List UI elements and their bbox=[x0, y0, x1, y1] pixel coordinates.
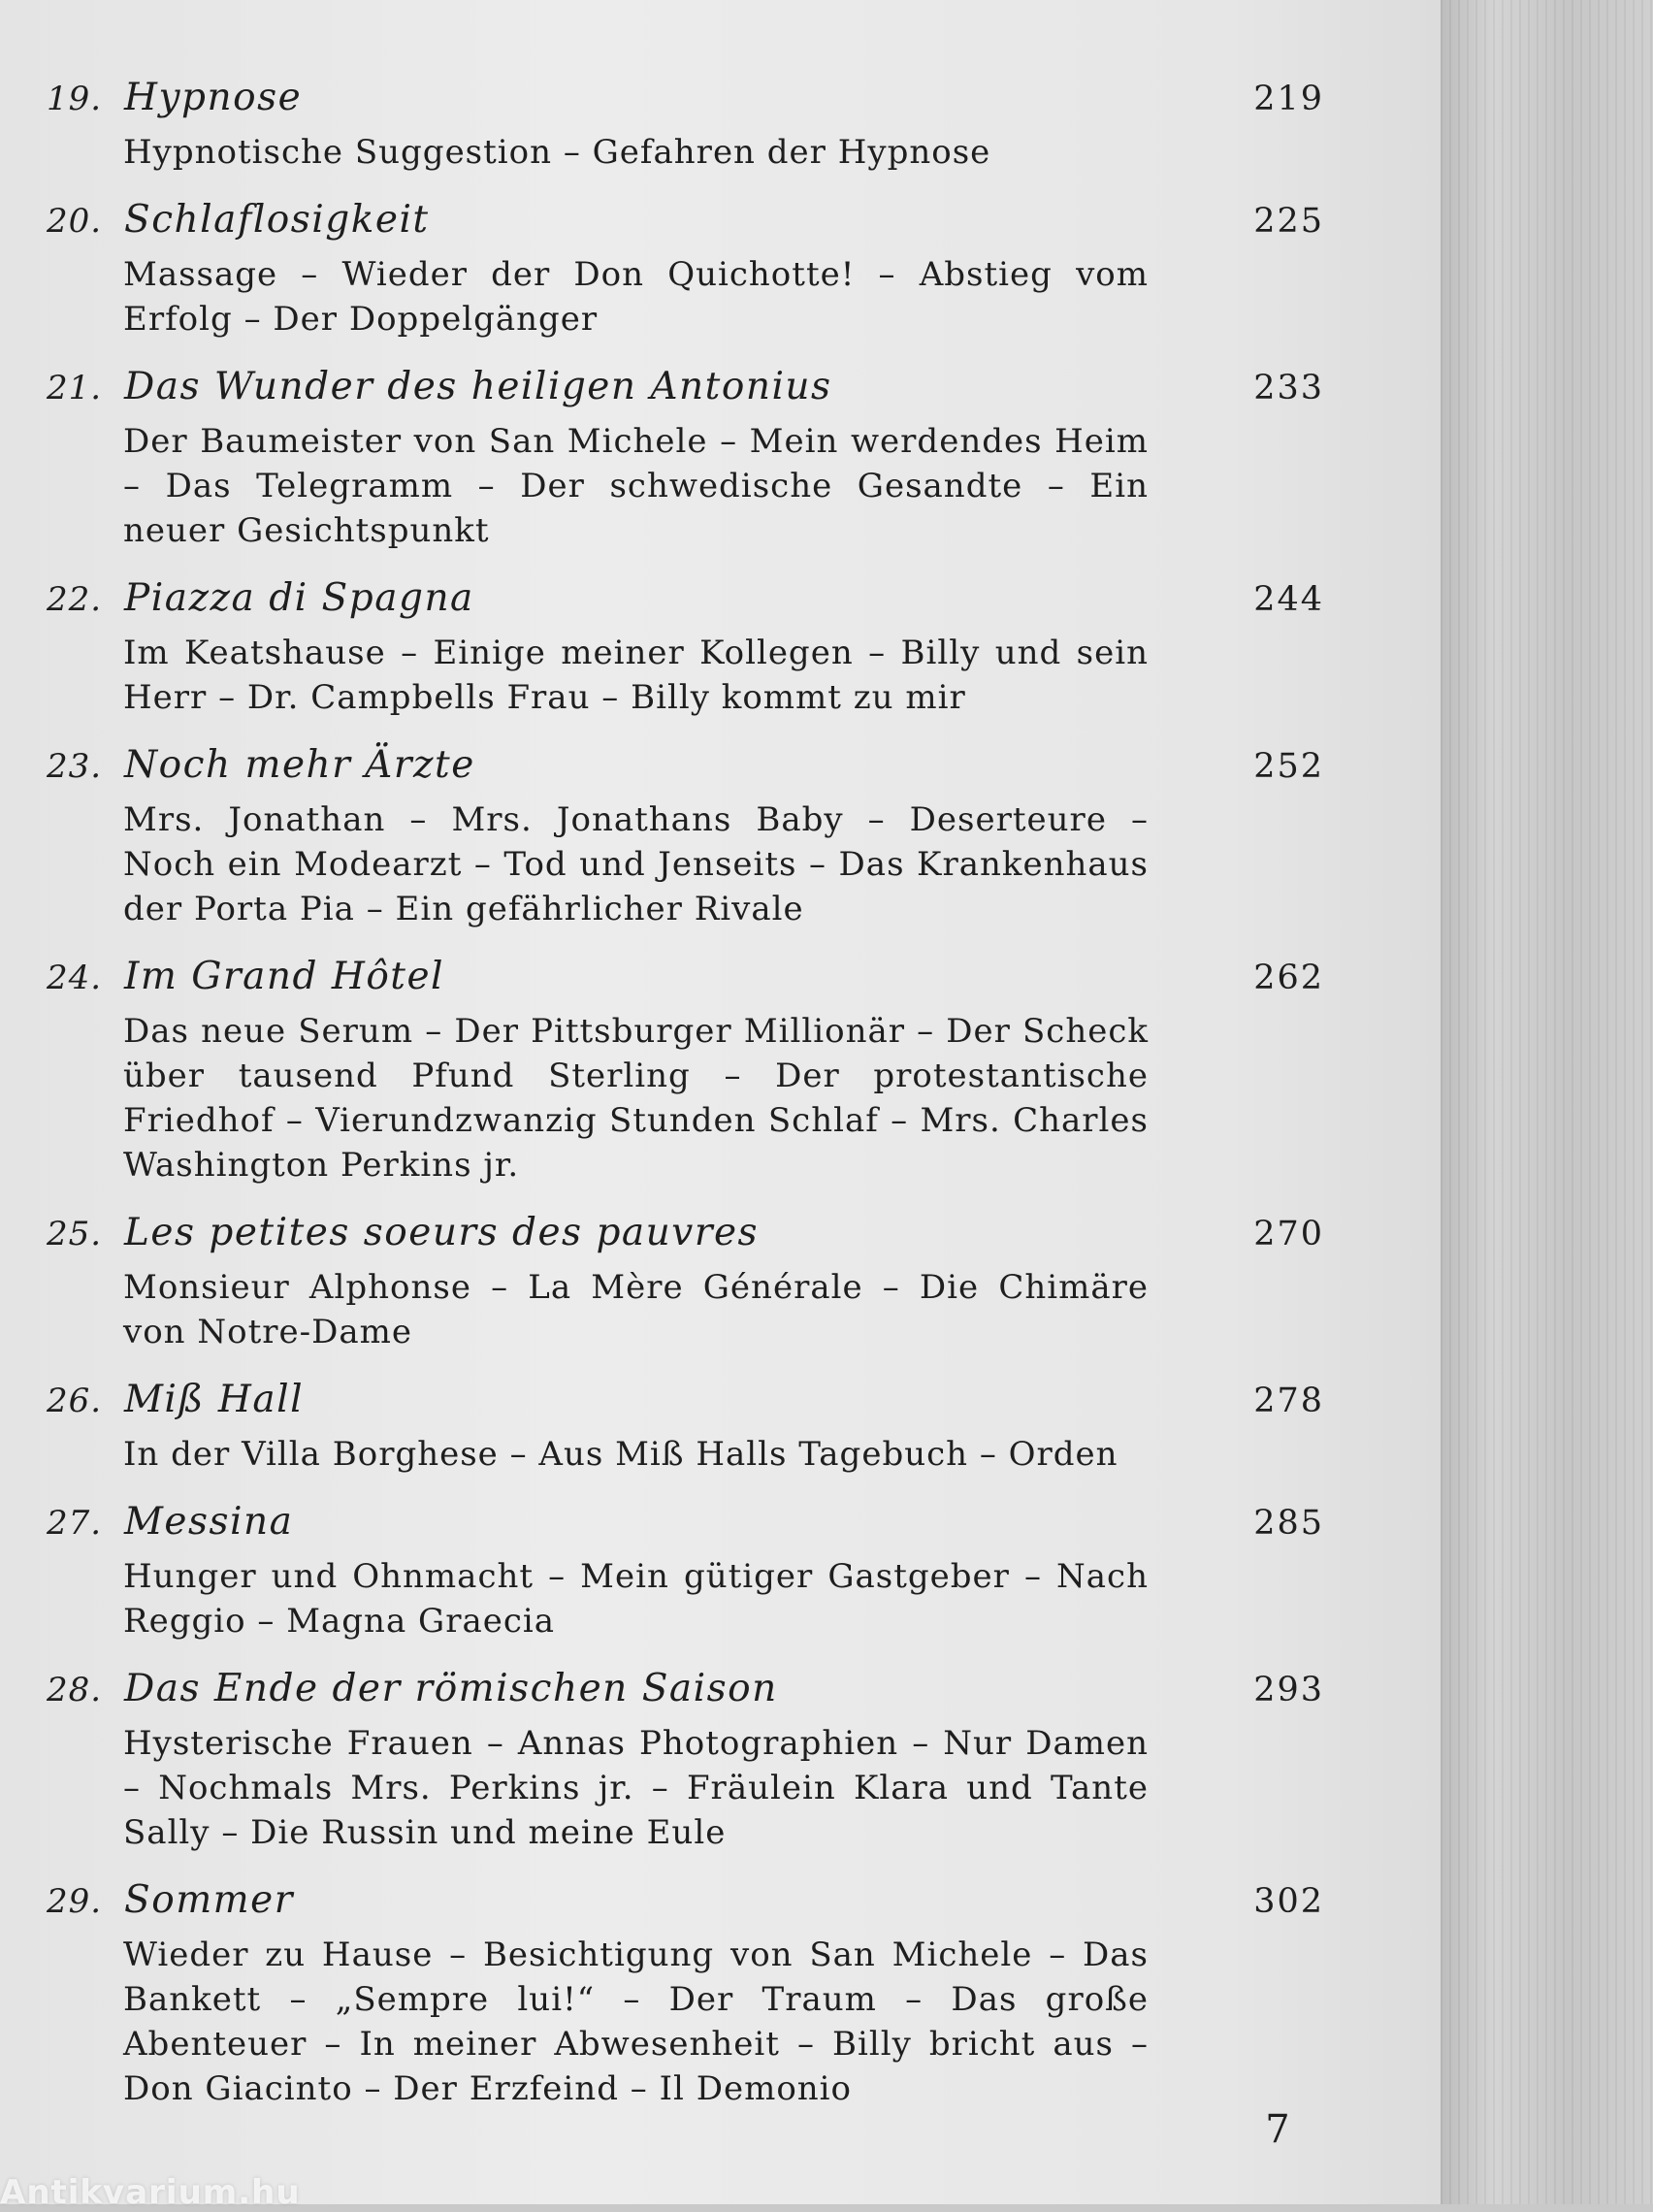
toc-entry-26 bbox=[0, 1378, 1441, 1477]
entry-header bbox=[0, 76, 1441, 130]
chapter-number: 22. bbox=[47, 580, 103, 619]
toc-entry-24 bbox=[0, 955, 1441, 1187]
entry-header bbox=[0, 198, 1441, 252]
folio-page-number: 7 bbox=[1265, 2107, 1290, 2152]
page-number: 285 bbox=[1253, 1504, 1324, 1543]
chapter-title: Im Grand Hôtel bbox=[124, 955, 445, 998]
chapter-subtopics: Hysterische Frauen – Annas Photographien – Nur Damen – Nochmals Mrs. Perkins jr. – Fräulein Klara und Tante Sally – Die Russin und meine Eule bbox=[123, 1724, 1149, 1852]
chapter-title: Hypnose bbox=[124, 76, 303, 119]
chapter-subtopics: Mrs. Jonathan – Mrs. Jonathans Baby – Deserteure – Noch ein Modearzt – Tod und Jenseits – Das Krankenhaus der Porta Pia – Ein gefährlicher Rivale bbox=[123, 800, 1149, 928]
chapter-number: 24. bbox=[47, 959, 103, 997]
entry-header bbox=[0, 743, 1441, 797]
entry-header bbox=[0, 1500, 1441, 1554]
chapter-number: 26. bbox=[47, 1382, 103, 1420]
chapter-subtopics: Das neue Serum – Der Pittsburger Millionär – Der Scheck über tausend Pfund Sterling – Der protestantische Friedhof – Vierundzwanzig Stunden Schlaf – Mrs. Charles Washington Perkins jr. bbox=[123, 1012, 1149, 1185]
chapter-title: Les petites soeurs des pauvres bbox=[124, 1211, 760, 1254]
chapter-number: 27. bbox=[47, 1504, 103, 1543]
book-gutter bbox=[1441, 0, 1653, 2204]
toc-entry-29 bbox=[0, 1878, 1441, 2111]
toc-entry-20 bbox=[0, 198, 1441, 342]
chapter-title: Das Wunder des heiligen Antonius bbox=[124, 365, 832, 408]
page-number: 252 bbox=[1253, 747, 1324, 786]
page-number: 225 bbox=[1253, 202, 1324, 241]
toc-entry-21 bbox=[0, 365, 1441, 553]
entry-header bbox=[0, 365, 1441, 419]
chapter-subtopics: Im Keatshause – Einige meiner Kollegen – Billy und sein Herr – Dr. Campbells Frau – Billy kommt zu mir bbox=[123, 634, 1149, 717]
page-number: 278 bbox=[1253, 1382, 1324, 1420]
chapter-number: 28. bbox=[47, 1671, 103, 1709]
table-of-contents bbox=[0, 76, 1441, 2134]
chapter-title: Piazza di Spagna bbox=[124, 576, 474, 620]
page-number: 262 bbox=[1253, 959, 1324, 997]
page-number: 219 bbox=[1253, 80, 1324, 118]
chapter-number: 21. bbox=[47, 369, 103, 407]
chapter-subtopics: Hunger und Ohnmacht – Mein gütiger Gastgeber – Nach Reggio – Magna Graecia bbox=[123, 1557, 1149, 1641]
toc-entry-19 bbox=[0, 76, 1441, 175]
toc-entry-28 bbox=[0, 1667, 1441, 1855]
watermark: Antikvarium.hu bbox=[0, 2173, 301, 2212]
entry-header bbox=[0, 1667, 1441, 1721]
chapter-subtopics: Der Baumeister von San Michele – Mein werdendes Heim – Das Telegramm – Der schwedische Gesandte – Ein neuer Gesichtspunkt bbox=[123, 422, 1149, 550]
chapter-subtopics: In der Villa Borghese – Aus Miß Halls Tagebuch – Orden bbox=[123, 1435, 1118, 1474]
page-number: 270 bbox=[1253, 1215, 1324, 1253]
entry-header bbox=[0, 1878, 1441, 1933]
entry-header bbox=[0, 1378, 1441, 1432]
chapter-title: Sommer bbox=[124, 1878, 294, 1922]
chapter-number: 19. bbox=[47, 80, 103, 118]
chapter-title: Messina bbox=[124, 1500, 294, 1544]
chapter-title: Miß Hall bbox=[124, 1378, 305, 1421]
toc-entry-27 bbox=[0, 1500, 1441, 1643]
chapter-subtopics: Wieder zu Hause – Besichtigung von San Michele – Das Bankett – „Sempre lui!“ – Der Traum – Das große Abenteuer – In meiner Abwesenheit – Billy bricht aus – Don Giacinto – Der Erzfeind – Il Demonio bbox=[123, 1936, 1149, 2108]
chapter-number: 20. bbox=[47, 202, 103, 241]
page-number: 293 bbox=[1253, 1671, 1324, 1709]
chapter-number: 29. bbox=[47, 1882, 103, 1921]
chapter-title: Noch mehr Ärzte bbox=[124, 743, 475, 787]
entry-header bbox=[0, 955, 1441, 1009]
page-number: 302 bbox=[1253, 1882, 1324, 1921]
toc-entry-25 bbox=[0, 1211, 1441, 1354]
chapter-subtopics: Massage – Wieder der Don Quichotte! – Abstieg vom Erfolg – Der Doppelgänger bbox=[123, 255, 1149, 339]
chapter-number: 25. bbox=[47, 1215, 103, 1253]
page-number: 233 bbox=[1253, 369, 1324, 407]
chapter-title: Schlaflosigkeit bbox=[124, 198, 430, 242]
toc-entry-23 bbox=[0, 743, 1441, 931]
entry-header bbox=[0, 1211, 1441, 1265]
chapter-title: Das Ende der römischen Saison bbox=[124, 1667, 778, 1710]
entry-header bbox=[0, 576, 1441, 631]
chapter-number: 23. bbox=[47, 747, 103, 786]
page-number: 244 bbox=[1253, 580, 1324, 619]
chapter-subtopics: Hypnotische Suggestion – Gefahren der Hypnose bbox=[123, 133, 991, 172]
toc-entry-22 bbox=[0, 576, 1441, 720]
chapter-subtopics: Monsieur Alphonse – La Mère Générale – Die Chimäre von Notre-Dame bbox=[123, 1268, 1149, 1351]
